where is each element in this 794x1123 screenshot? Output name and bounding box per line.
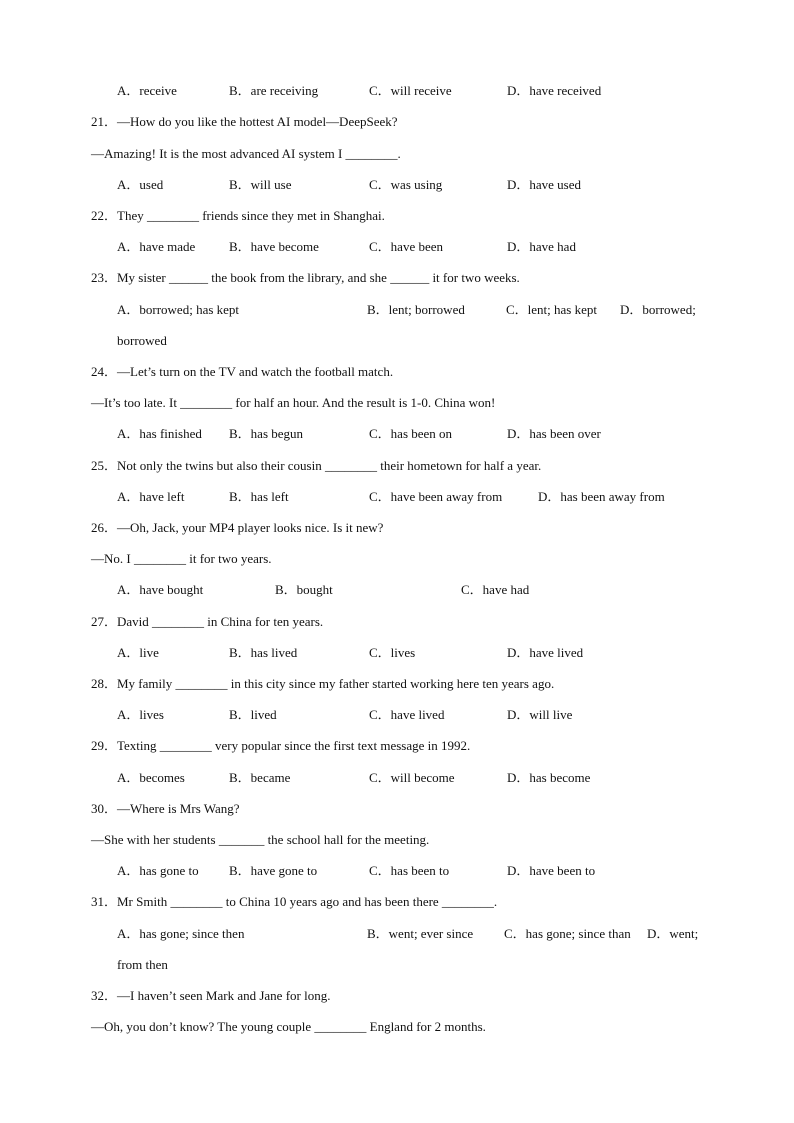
q21-reply: —Amazing! It is the most advanced AI system I ________.	[91, 146, 401, 161]
q25-option-b: B．has left	[229, 489, 289, 504]
q29-option-a: A．becomes	[117, 770, 185, 785]
q30-reply: —She with her students _______ the school hall for the meeting.	[91, 832, 430, 847]
q31-option-c: C．has gone; since than	[504, 926, 631, 941]
q22-option-a: A．have made	[117, 239, 196, 254]
q27-option-a: A．live	[117, 645, 159, 660]
q26-option-c: C．have had	[461, 582, 530, 597]
q29-stem: 29．Texting ________ very popular since the first text message in 1992.	[91, 738, 471, 753]
q24-stem: 24．—Let’s turn on the TV and watch the football match.	[91, 364, 394, 379]
q28-option-b: B．lived	[229, 707, 277, 722]
q23-option-b: B．lent; borrowed	[367, 302, 465, 317]
q25-option-c: C．have been away from	[369, 489, 503, 504]
q27-stem: 27．David ________ in China for ten years.	[91, 614, 324, 629]
q22-option-d: D．have had	[507, 239, 576, 254]
q31-stem: 31．Mr Smith ________ to China 10 years ago and has been there ________.	[91, 894, 498, 909]
q31-option-d: D．went;	[647, 926, 699, 941]
q22-stem: 22．They ________ friends since they met in Shanghai.	[91, 208, 385, 223]
q27-option-b: B．has lived	[229, 645, 298, 660]
q24-reply: —It’s too late. It ________ for half an hour. And the result is 1-0. China won!	[91, 395, 496, 410]
q23-option-a: A．borrowed; has kept	[117, 302, 240, 317]
q30-option-c: C．has been to	[369, 863, 450, 878]
q29-option-b: B．became	[229, 770, 291, 785]
q24-option-b: B．has begun	[229, 426, 304, 441]
q23-option-d: D．borrowed;	[620, 302, 696, 317]
q29-option-d: D．has become	[507, 770, 591, 785]
q25-option-a: A．have left	[117, 489, 185, 504]
q29-option-c: C．will become	[369, 770, 455, 785]
q22-option-b: B．have become	[229, 239, 319, 254]
q28-option-a: A．lives	[117, 707, 164, 722]
q31-option-d-wrap: from then	[117, 957, 168, 972]
q31-option-b: B．went; ever since	[367, 926, 474, 941]
q32-reply: —Oh, you don’t know? The young couple ________ England for 2 months.	[91, 1019, 486, 1034]
q25-stem: 25．Not only the twins but also their cousin ________ their hometown for half a year.	[91, 458, 542, 473]
q30-option-d: D．have been to	[507, 863, 596, 878]
q21-option-a: A．used	[117, 177, 164, 192]
q30-stem: 30．—Where is Mrs Wang?	[91, 801, 240, 816]
q27-option-d: D．have lived	[507, 645, 584, 660]
q23-option-c: C．lent; has kept	[506, 302, 597, 317]
q32-stem: 32．—I haven’t seen Mark and Jane for long.	[91, 988, 331, 1003]
q23-option-d-wrap: borrowed	[117, 333, 167, 348]
q30-option-a: A．has gone to	[117, 863, 199, 878]
q31-option-a: A．has gone; since then	[117, 926, 245, 941]
q24-option-c: C．has been on	[369, 426, 453, 441]
q27-option-c: C．lives	[369, 645, 416, 660]
q21-stem: 21．—How do you like the hottest AI model—DeepSeek?	[91, 114, 398, 129]
q24-option-a: A．has finished	[117, 426, 202, 441]
q20-option-b: B．are receiving	[229, 83, 319, 98]
q28-option-d: D．will live	[507, 707, 573, 722]
q20-option-a: A．receive	[117, 83, 177, 98]
q22-option-c: C．have been	[369, 239, 444, 254]
q25-option-d: D．has been away from	[538, 489, 665, 504]
q21-option-d: D．have used	[507, 177, 582, 192]
q26-stem: 26．—Oh, Jack, your MP4 player looks nice. Is it new?	[91, 520, 384, 535]
q26-option-a: A．have bought	[117, 582, 204, 597]
q24-option-d: D．has been over	[507, 426, 601, 441]
q21-option-b: B．will use	[229, 177, 292, 192]
q28-option-c: C．have lived	[369, 707, 445, 722]
q20-option-c: C．will receive	[369, 83, 452, 98]
q26-reply: —No. I ________ it for two years.	[91, 551, 272, 566]
q26-option-b: B．bought	[275, 582, 333, 597]
q30-option-b: B．have gone to	[229, 863, 318, 878]
q23-stem: 23．My sister ______ the book from the library, and she ______ it for two weeks.	[91, 270, 520, 285]
q20-option-d: D．have received	[507, 83, 602, 98]
q21-option-c: C．was using	[369, 177, 443, 192]
q28-stem: 28．My family ________ in this city since my father started working here ten years ago.	[91, 676, 555, 691]
